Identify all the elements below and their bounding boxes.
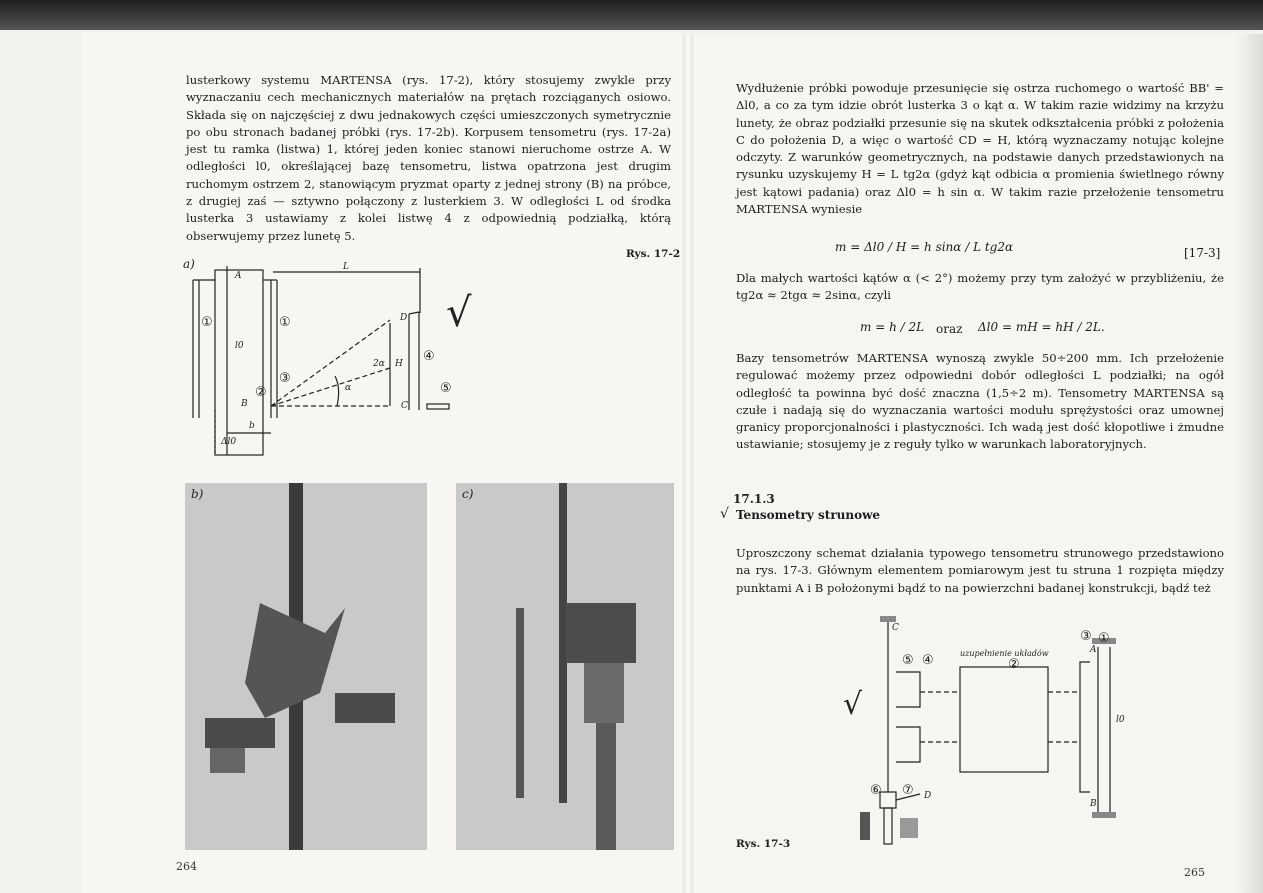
fig-num-1-left: ①	[201, 315, 213, 330]
left-paragraph: lusterkowy systemu MARTENSA (rys. 17-2), który stosujemy zwykle przy wyznaczaniu cech mechanicznych materiałów na prętach rozciąganych osiowo. Składa się on najczęściej z dwu jednakowych części umieszczonych symetrycznie po obu stronach badanej próbki (rys. 17-2b). Korpusem tensometru (rys. 17-2a) jest tu ramka (listwa) 1, której jeden koniec stanowi nieruchome ostrze A. W odległości l0, określającej bazę tensometru, listwa opatrzona jest drugim ruchomym ostrzem 2, stanowiącym pryzmat oparty z jednej strony (B) na próbce, z drugiej zaś — sztywno połączony z lusterkiem 3. W odległości L od środka lusterka 3 ustawiamy z kolei listwę 4 z odpowiednią podziałką, którą obserwujemy przez lunetę 5.	[186, 73, 671, 243]
figure-17-2a	[185, 258, 485, 458]
figure-check-mark: √	[843, 687, 863, 722]
figure-caption-17-3: Rys. 17-3	[736, 838, 791, 850]
right-paragraph-4: Uproszczony schemat działania typowego tensometru strunowego przedstawiono na rys. 17-3. Głównym elementem pomiarowym jest tu struna 1 rozpięta między punktami A i B położonymi bądź to na powierzchni badanej konstrukcji, bądź też	[736, 546, 1224, 595]
fig3-num-2: ②	[1008, 657, 1020, 672]
formula-oraz: oraz	[936, 322, 963, 336]
fig3-label-D: D	[924, 791, 932, 801]
fig-label-A: A	[235, 271, 242, 281]
section-number: 17.1.3	[733, 492, 775, 506]
fig3-num-3: ③	[1080, 629, 1092, 644]
photo-17-2c	[456, 483, 674, 850]
formula-tag-17-3: [17-3]	[1184, 246, 1221, 260]
formula-dl-approx: Δl0 = mH = hH / 2L.	[978, 320, 1105, 334]
left-page-number: 264	[176, 860, 197, 873]
fig3-label-C: C	[892, 623, 899, 633]
fig3-label-l0: l0	[1116, 715, 1125, 725]
formula-17-3: m = Δl0 / H = h sinα / L tg2α	[835, 240, 1014, 254]
figure-17-3	[840, 612, 1140, 844]
fig-label-l0: l0	[235, 341, 244, 351]
fig-num-2: ②	[255, 385, 267, 400]
photo-17-2b	[185, 483, 427, 850]
section-title: Tensometry strunowe	[736, 508, 881, 522]
handwritten-check-mark: √	[446, 290, 472, 336]
fig-b-label: b)	[191, 487, 204, 501]
page-edge	[1236, 34, 1263, 893]
fig3-num-6: ⑥	[870, 783, 882, 798]
fig3-handwriting: uzupełnienie układów	[960, 649, 1049, 658]
right-paragraph-3: Bazy tensometrów MARTENSA wynoszą zwykle 50÷200 mm. Ich przełożenie regulować możemy przez odpowiedni dobór odległości L podziałki; na ogół odległość ta powinna być dość znaczna (1,5÷2 m). Tensometry MARTENSA są czułe i nadają się do wyznaczania wartości modułu sprężystości oraz umownej granicy proporcjonalności i plastyczności. Ich wadą jest dość kłopotliwe i żmudne ustawianie; stosujemy je z reguły tylko w warunkach laboratoryjnych.	[736, 351, 1224, 452]
formula-m-approx: m = h / 2L	[860, 320, 925, 334]
fig3-num-5: ⑤	[902, 653, 914, 668]
fig3-num-7: ⑦	[902, 783, 914, 798]
right-paragraph-1: Wydłużenie próbki powoduje przesunięcie się ostrza ruchomego o wartość BB' = Δl0, a co za tym idzie obrót lusterka 3 o kąt α. W takim razie widzimy na krzyżu lunety, że obraz podziałki przesunie się na skutek odkształcenia próbki z położenia C do położenia D, a więc o wartość CD = H, którą wyznaczamy notując kolejne odczyty. Z warunków geometrycznych, na podstawie danych przedstawionych na rysunku uzyskujemy H = L tg2α (gdyż kąt odbicia α promienia świetlnego równy jest kątowi padania) oraz Δl0 = h sin α. W takim razie przełożenie tensometru MARTENSA wyniesie	[736, 81, 1224, 217]
scanner-top-shadow	[0, 0, 1263, 34]
fig-num-5: ⑤	[440, 381, 452, 396]
right-page-number: 265	[1184, 866, 1205, 879]
fig-label-2alpha: 2α	[373, 359, 385, 369]
fig3-num-4: ④	[922, 653, 934, 668]
figure-caption-17-2: Rys. 17-2	[626, 248, 681, 260]
right-paragraph-2: Dla małych wartości kątów α (< 2°) możemy przy tym założyć w przybliżeniu, że tg2α ≈ 2tgα ≈ 2sinα, czyli	[736, 271, 1224, 303]
fig-c-label: c)	[462, 487, 474, 501]
fig-label-alpha: α	[345, 383, 352, 393]
fig-label-H: H	[395, 359, 403, 369]
fig3-label-B: B	[1090, 799, 1097, 809]
fig3-num-1: ①	[1098, 631, 1110, 646]
fig-label-C: C	[401, 401, 408, 411]
fig-num-1-right: ①	[279, 315, 291, 330]
fig-num-4: ④	[423, 349, 435, 364]
fig-label-L: L	[343, 262, 349, 272]
fig3-label-A: A	[1090, 645, 1097, 655]
book-gutter	[683, 34, 693, 893]
fig-label-B: B	[241, 399, 248, 409]
fig-label-dl: Δl0	[221, 437, 237, 447]
fig-label-b: b	[249, 421, 255, 431]
specimen-bar	[215, 270, 263, 455]
section-check-mark: √	[720, 506, 729, 522]
fig-label-D: D	[400, 313, 408, 323]
fig-a-label: a)	[183, 257, 195, 271]
fig-num-3: ③	[279, 371, 291, 386]
